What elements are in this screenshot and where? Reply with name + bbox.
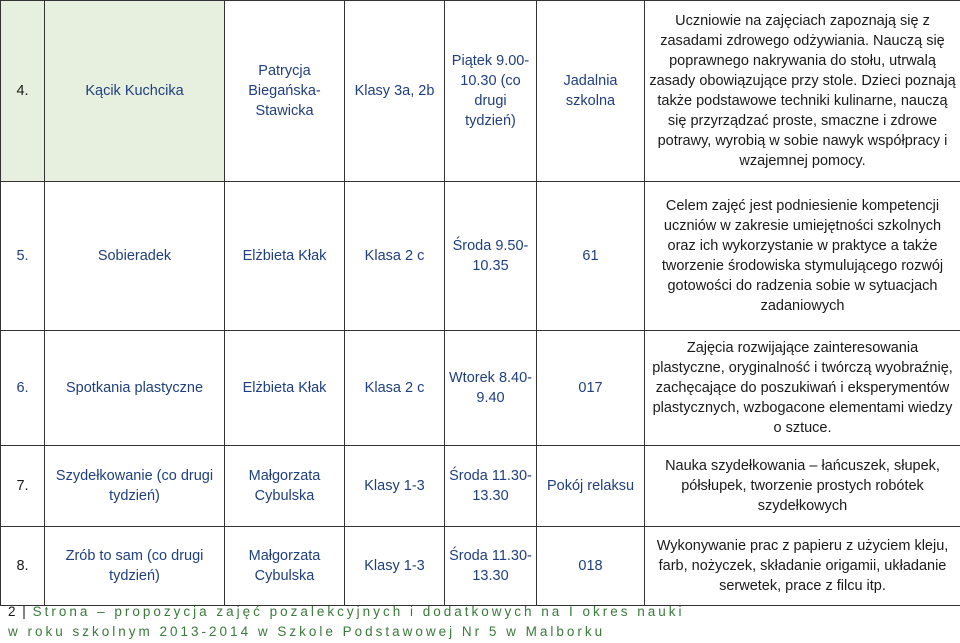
activity-description: Uczniowie na zajęciach zapoznają się z zasadami zdrowego odżywiania. Nauczą się poprawnego nakrywania do stołu, utrwalą zasady obowiązujące przy stole. Dzieci poznają także podstawowe techniki kulinarne, nauczą się przyrządzać proste, smaczne i zdrowe potrawy, wyrobią w sobie nawyk współpracy i wzajemnej pomocy.	[645, 1, 960, 182]
footer-text-line-1: Strona – propozycja zajęć pozalekcyjnych i dodatkowych na I okres nauki	[32, 604, 685, 619]
schedule-time: Środa 11.30-13.30	[445, 527, 537, 606]
teacher-name: Małgorzata Cybulska	[225, 446, 345, 527]
room: 61	[537, 182, 645, 331]
class-group: Klasa 2 c	[345, 182, 445, 331]
teacher-name: Patrycja Biegańska-Stawicka	[225, 1, 345, 182]
schedule-time: Piątek 9.00-10.30 (co drugi tydzień)	[445, 1, 537, 182]
page-number: 2	[8, 604, 16, 619]
row-number: 6.	[1, 331, 45, 446]
row-number: 4.	[1, 1, 45, 182]
room: Pokój relaksu	[537, 446, 645, 527]
table-row	[1, 527, 960, 606]
activity-description: Nauka szydełkowania – łańcuszek, słupek, półsłupek, tworzenie prostych robótek szydełkowych	[645, 446, 960, 527]
room: 018	[537, 527, 645, 606]
teacher-name: Elżbieta Kłak	[225, 331, 345, 446]
teacher-name: Elżbieta Kłak	[225, 182, 345, 331]
teacher-name: Małgorzata Cybulska	[225, 527, 345, 606]
table-row	[1, 331, 960, 446]
schedule-time: Środa 9.50-10.35	[445, 182, 537, 331]
footer-text-line-2: w roku szkolnym 2013-2014 w Szkole Podstawowej Nr 5 w Malborku	[8, 624, 606, 639]
class-group: Klasy 1-3	[345, 527, 445, 606]
room: 017	[537, 331, 645, 446]
activity-description: Celem zajęć jest podniesienie kompetencji uczniów w zakresie umiejętności szkolnych oraz ich wykorzystanie w praktyce a także tworzenie środowiska stymulującego rozwój gotowości do radzenia sobie w sytuacjach zadaniowych	[645, 182, 960, 331]
row-number: 5.	[1, 182, 45, 331]
activity-description: Wykonywanie prac z papieru z użyciem kleju, farb, nożyczek, składanie origamii, układanie serwetek, prace z filcu itp.	[645, 527, 960, 606]
activity-name: Sobieradek	[45, 182, 225, 331]
footer-separator: |	[22, 604, 26, 619]
activity-description: Zajęcia rozwijające zainteresowania plastyczne, oryginalność i twórczą wyobraźnię, zachęcające do poszukiwań i eksperymentów plastycznych, wzbogacone elementami wiedzy o sztuce.	[645, 331, 960, 446]
class-group: Klasy 1-3	[345, 446, 445, 527]
table-row	[1, 1, 960, 182]
row-number: 8.	[1, 527, 45, 606]
class-group: Klasy 3a, 2b	[345, 1, 445, 182]
schedule-time: Środa 11.30-13.30	[445, 446, 537, 527]
page-footer	[8, 602, 958, 642]
schedule-time: Wtorek 8.40-9.40	[445, 331, 537, 446]
class-group: Klasa 2 c	[345, 331, 445, 446]
row-number: 7.	[1, 446, 45, 527]
activity-name: Spotkania plastyczne	[45, 331, 225, 446]
activity-name: Kącik Kuchcika	[45, 1, 225, 182]
activity-name: Szydełkowanie (co drugi tydzień)	[45, 446, 225, 527]
table-row	[1, 446, 960, 527]
room: Jadalnia szkolna	[537, 1, 645, 182]
table-row	[1, 182, 960, 331]
footer-line-1	[8, 602, 958, 622]
activity-name: Zrób to sam (co drugi tydzień)	[45, 527, 225, 606]
